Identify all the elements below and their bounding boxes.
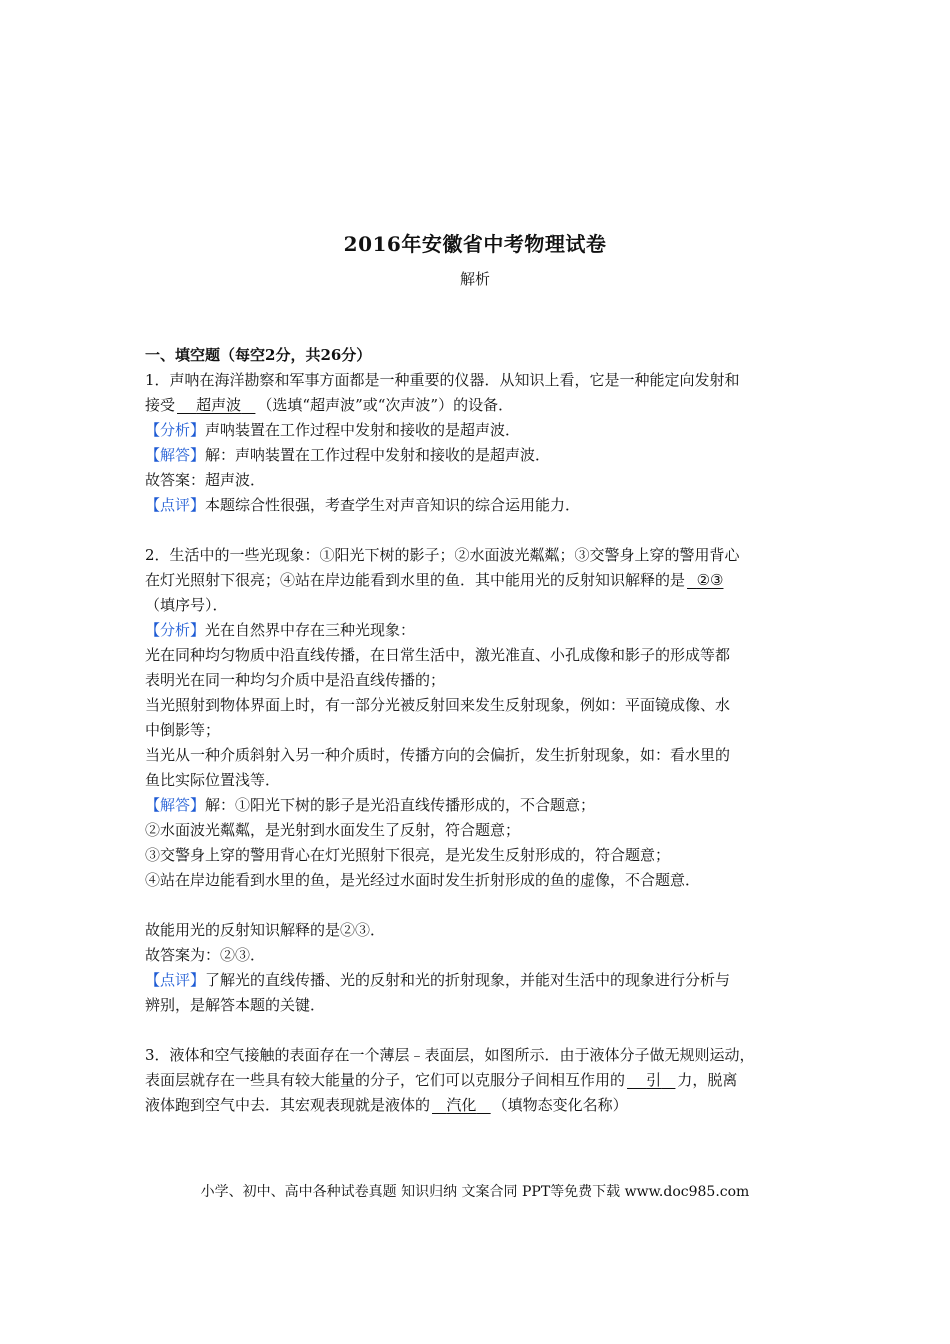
q2-final: 故答案为：②③． — [145, 946, 266, 964]
q1-stem-line2 — [145, 393, 817, 418]
solution-tag: 【解答】 — [145, 796, 206, 814]
q2-analysis-line3: 表明光在同一种均匀介质中是沿直线传播的； — [145, 671, 446, 689]
q2-comment — [145, 968, 817, 993]
q3-stem-pre: 表面层就存在一些具有较大能量的分子，它们可以克服分子间相互作用的 — [145, 1071, 626, 1089]
q3-stem3-pre: 液体跑到空气中去．其宏观表现就是液体的 — [145, 1096, 431, 1114]
q2-comment-text: 了解光的直线传播、光的反射和光的折射现象，并能对生活中的现象进行分析与 — [205, 971, 731, 989]
comment-tag: 【点评】 — [145, 971, 206, 989]
q2-stem-line3: （填序号）． — [145, 596, 228, 614]
section-heading: 一、填空题（每空2分，共26分） — [145, 346, 372, 364]
q2-analysis-text: 光在自然界中存在三种光现象： — [205, 621, 416, 639]
spacer — [145, 518, 817, 543]
q1-stem-pre: 接受 — [145, 396, 176, 414]
q3-stem-line2 — [145, 1068, 817, 1093]
q2-analysis-line4: 当光照射到物体界面上时，有一部分光被反射回来发生反射现象，例如：平面镜成像、水 — [145, 696, 731, 714]
page-title: 2016年安徽省中考物理试卷 — [343, 232, 607, 256]
q2-comment-line2: 辨别，是解答本题的关键． — [145, 996, 326, 1014]
q1-comment-text: 本题综合性很强，考查学生对声音知识的综合运用能力． — [205, 496, 581, 514]
footer-download-note: 小学、初中、高中各种试卷真题 知识归纳 文案合同 PPT等免费下载 www.doc985.com — [200, 1184, 750, 1200]
q2-analysis — [145, 618, 817, 643]
q1-solution — [145, 443, 817, 468]
comment-tag: 【点评】 — [145, 496, 206, 514]
q1-analysis — [145, 418, 817, 443]
q1-answer — [175, 393, 257, 418]
q3-answer1 — [625, 1068, 677, 1093]
q1-comment — [145, 493, 817, 518]
q1-solution-text: 解：声呐装置在工作过程中发射和接收的是超声波． — [205, 446, 551, 464]
page-subtitle: 解析 — [459, 270, 490, 288]
q3-answer2-text: 汽化 — [446, 1096, 477, 1114]
q2-stem-line2 — [145, 568, 817, 593]
q2-answer-text: ②③ — [696, 571, 724, 589]
q2-analysis-line2: 光在同种均匀物质中沿直线传播，在日常生活中，激光准直、小孔成像和影子的形成等都 — [145, 646, 731, 664]
q2-analysis-line7: 鱼比实际位置浅等． — [145, 771, 281, 789]
q2-stem-line1: 2．生活中的一些光现象：①阳光下树的影子；②水面波光粼粼；③交警身上穿的警用背心 — [145, 546, 740, 564]
q2-conclusion: 故能用光的反射知识解释的是②③． — [145, 921, 386, 939]
analysis-tag: 【分析】 — [145, 621, 206, 639]
q3-stem-line1: 3．液体和空气接触的表面存在一个薄层﹣表面层，如图所示．由于液体分子做无规则运动， — [145, 1046, 755, 1064]
q2-answer — [685, 568, 725, 593]
q1-answer-text: 超声波 — [196, 396, 242, 414]
q2-solution — [145, 793, 817, 818]
q2-stem-pre: 在灯光照射下很亮；④站在岸边能看到水里的鱼．其中能用光的反射知识解释的是 — [145, 571, 686, 589]
q3-answer2 — [430, 1093, 493, 1118]
q2-solution-line3: ③交警身上穿的警用背心在灯光照射下很亮，是光发生反射形成的，符合题意； — [145, 846, 671, 864]
q3-answer1-text: 引 — [646, 1071, 662, 1089]
q3-stem-line3 — [145, 1093, 817, 1118]
q3-stem-post: 力，脱离 — [677, 1071, 738, 1089]
document-body — [145, 343, 817, 1118]
q2-analysis-line6: 当光从一种介质斜射入另一种介质时，传播方向的会偏折，发生折射现象，如：看水里的 — [145, 746, 731, 764]
spacer — [145, 1018, 817, 1043]
solution-tag: 【解答】 — [145, 446, 206, 464]
q1-stem-post: （选填“超声波”或“次声波”）的设备． — [257, 396, 514, 414]
q2-analysis-line5: 中倒影等； — [145, 721, 221, 739]
q1-stem-line1: 1．声呐在海洋勘察和军事方面都是一种重要的仪器．从知识上看，它是一种能定向发射和 — [145, 371, 740, 389]
q3-stem3-post: （填物态变化名称） — [492, 1096, 628, 1114]
q1-analysis-text: 声呐装置在工作过程中发射和接收的是超声波． — [205, 421, 521, 439]
spacer — [145, 893, 817, 918]
q1-final: 故答案：超声波． — [145, 471, 266, 489]
analysis-tag: 【分析】 — [145, 421, 206, 439]
q2-solution-line2: ②水面波光粼粼，是光射到水面发生了反射，符合题意； — [145, 821, 521, 839]
q2-solution-line4: ④站在岸边能看到水里的鱼，是光经过水面时发生折射形成的鱼的虚像，不合题意． — [145, 871, 701, 889]
q2-solution-text: 解：①阳光下树的影子是光沿直线传播形成的，不合题意； — [205, 796, 596, 814]
